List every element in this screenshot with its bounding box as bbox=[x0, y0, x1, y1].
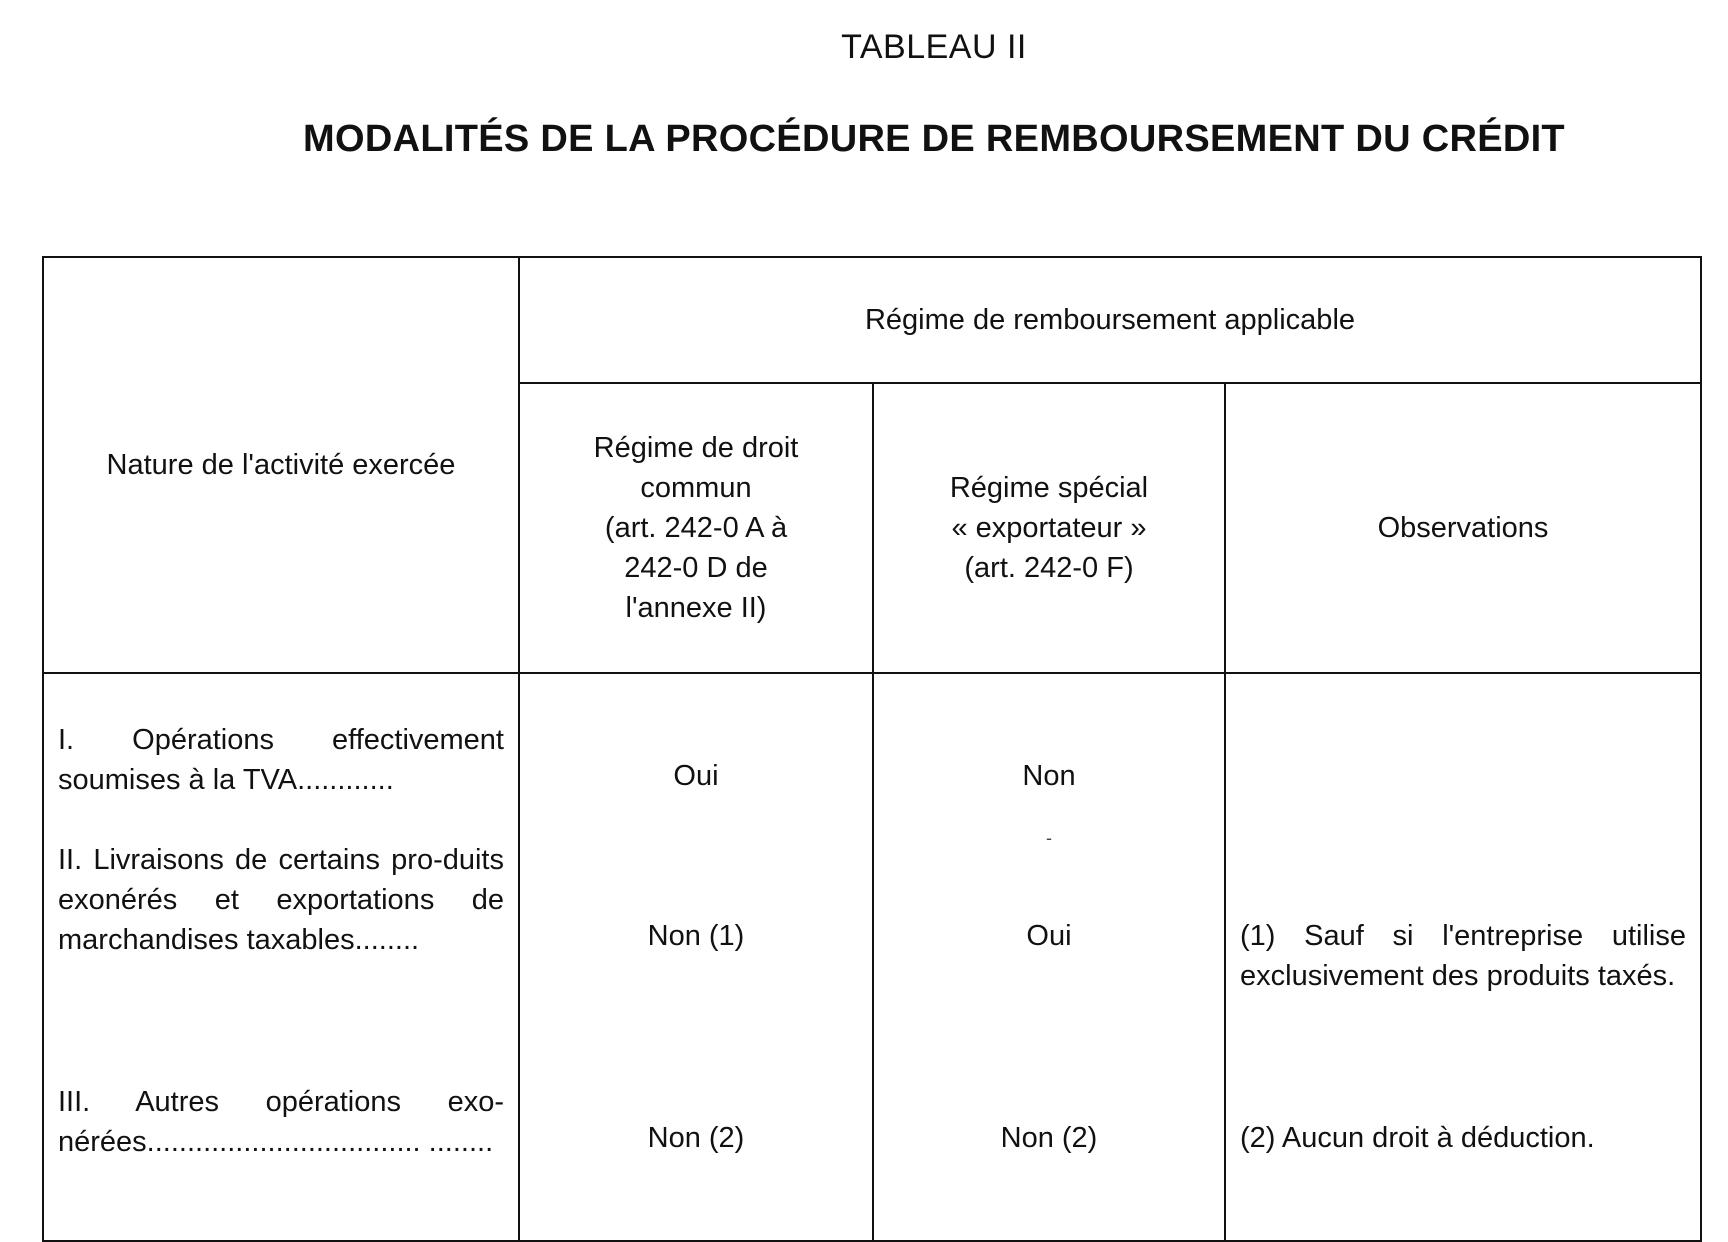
common-regime-row-3: Non (2) bbox=[647, 1122, 745, 1154]
table-number-label: TABLEAU II bbox=[841, 28, 1027, 66]
special-regime-row-2: Oui bbox=[1026, 920, 1072, 952]
common-regime-row-2: Non (1) bbox=[647, 920, 745, 952]
header-observations bbox=[1225, 383, 1701, 673]
header-special-line: Régime spécial bbox=[949, 471, 1149, 504]
common-regime-column-body bbox=[519, 673, 873, 1241]
activity-row-1: I. Opérations effectivement soumises à la TVA............ bbox=[58, 724, 504, 797]
special-regime-row-3: Non (2) bbox=[1000, 1122, 1098, 1154]
scan-dash-mark: - bbox=[1046, 828, 1052, 848]
header-observations-label: Observations bbox=[1377, 511, 1549, 544]
common-regime-row-1: Oui bbox=[673, 760, 719, 792]
header-common-line: (art. 242-0 A à bbox=[604, 511, 788, 544]
header-common-line: l'annexe II) bbox=[625, 592, 767, 625]
special-regime-column-body bbox=[873, 673, 1225, 1241]
header-common-line: Régime de droit bbox=[593, 431, 799, 464]
document-title: MODALITÉS DE LA PROCÉDURE DE REMBOURSEMENT DU CRÉDIT bbox=[303, 118, 1565, 160]
observations-column-body bbox=[1225, 673, 1701, 1241]
activity-column-body bbox=[43, 673, 519, 1241]
special-regime-row-1: Non bbox=[1022, 760, 1076, 792]
header-special-line: « exportateur » bbox=[951, 511, 1147, 544]
activity-row-2: II. Livraisons de certains pro-duits exonérés et exportations de marchandises taxables........ bbox=[58, 844, 504, 957]
header-special-regime bbox=[873, 383, 1225, 673]
activity-row-3: III. Autres opérations exo-nérées.................................. ........ bbox=[58, 1086, 504, 1159]
header-common-line: commun bbox=[640, 471, 752, 504]
refund-procedure-table bbox=[42, 256, 1702, 1242]
header-common-regime bbox=[519, 383, 873, 673]
header-regime-group-label: Régime de remboursement applicable bbox=[864, 303, 1356, 336]
observation-row-2: (1) Sauf si l'entreprise utilise exclusivement des produits taxés. bbox=[1240, 920, 1686, 993]
header-regime-group bbox=[519, 257, 1701, 383]
header-common-line: 242-0 D de bbox=[624, 552, 768, 584]
observation-row-3: (2) Aucun droit à déduction. bbox=[1240, 1122, 1595, 1154]
header-special-line: (art. 242-0 F) bbox=[964, 552, 1134, 584]
header-nature-label: Nature de l'activité exercée bbox=[106, 448, 456, 481]
header-nature-of-activity bbox=[43, 257, 519, 673]
